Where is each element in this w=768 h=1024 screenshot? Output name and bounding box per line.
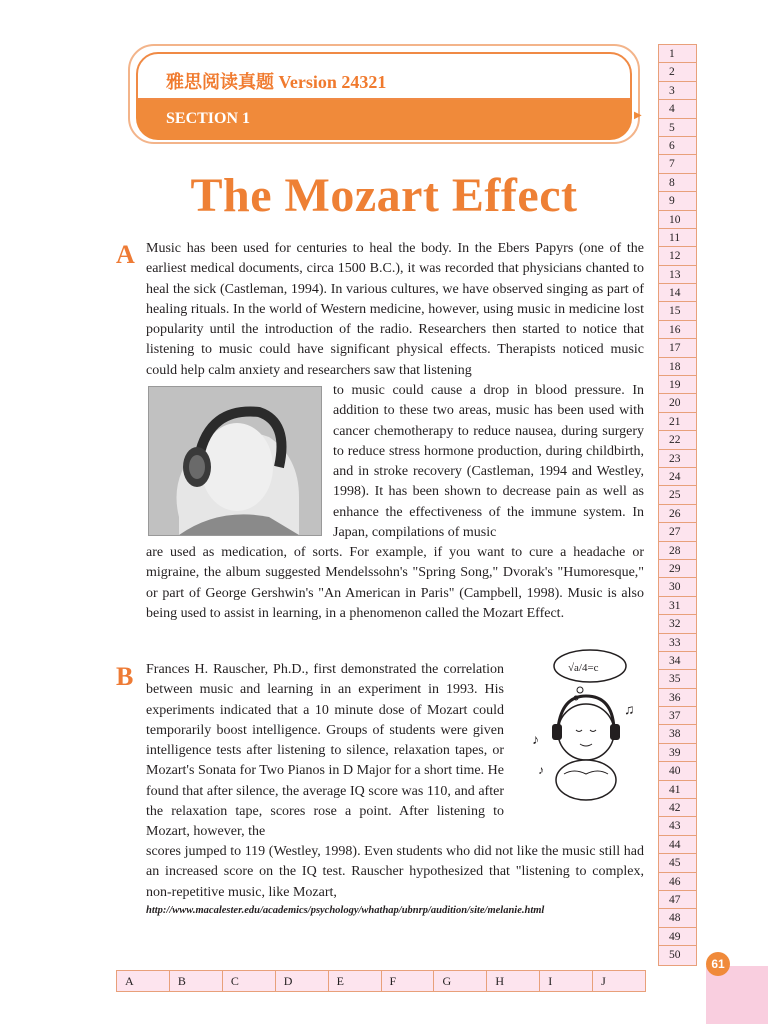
header-title: 雅思阅读真题 Version 24321 [166, 72, 387, 92]
question-number-cell: 13 [659, 266, 696, 284]
question-number-cell: 19 [659, 376, 696, 394]
mozart-headphones-image [148, 386, 322, 536]
paragraph-letter-b: B [116, 662, 134, 691]
paragraph-letter-cell: G [434, 971, 487, 991]
question-number-cell: 40 [659, 762, 696, 780]
paragraph-letter-cell: I [540, 971, 593, 991]
question-number-cell: 9 [659, 192, 696, 210]
paragraph-b-bottom: scores jumped to 119 (Westley, 1998). Even students who did not like the music still had an increased score on the IQ test. Rauscher hypothesized that "listening to complex, non-repetitive music, like Mozart, [146, 844, 644, 900]
question-number-cell: 45 [659, 854, 696, 872]
svg-text:♫: ♫ [624, 703, 635, 718]
paragraph-letter-cell: B [170, 971, 223, 991]
baby-headphones-cartoon [524, 644, 648, 806]
question-number-cell: 38 [659, 725, 696, 743]
question-number-cell: 2 [659, 63, 696, 81]
section-label: SECTION 1 [166, 110, 251, 127]
paragraph-letter-row [116, 970, 646, 992]
question-number-cell: 1 [659, 45, 696, 63]
question-number-cell: 28 [659, 542, 696, 560]
question-number-cell: 5 [659, 119, 696, 137]
question-number-cell: 33 [659, 634, 696, 652]
question-number-cell: 20 [659, 394, 696, 412]
question-number-cell: 15 [659, 302, 696, 320]
question-number-cell: 39 [659, 744, 696, 762]
question-number-cell: 49 [659, 928, 696, 946]
question-number-cell: 4 [659, 100, 696, 118]
question-number-cell: 14 [659, 284, 696, 302]
question-number-column [658, 44, 697, 966]
question-number-cell: 6 [659, 137, 696, 155]
question-number-cell: 48 [659, 909, 696, 927]
question-number-cell: 8 [659, 174, 696, 192]
question-number-cell: 47 [659, 891, 696, 909]
question-number-cell: 50 [659, 946, 696, 964]
svg-text:♪: ♪ [532, 733, 539, 748]
paragraph-a-right: to music could cause a drop in blood pressure. In addition to these two areas, music has been used with cancer chemotherapy to reduce nausea, during surgery to reduce stress hormone production, during childbirth, and in stroke recovery (Castleman, 1994 and Westley, 1998). It has been shown to decrease pain as well as enhance the effectiveness of the immune system. In Japan, compilations of music [333, 383, 644, 541]
question-number-cell: 25 [659, 486, 696, 504]
question-number-cell: 29 [659, 560, 696, 578]
paragraph-letter-a: A [116, 240, 135, 269]
cartoon-formula: √a/4=c [568, 662, 599, 674]
paragraph-a-bottom: are used as medication, of sorts. For example, if you want to cure a headache or migraine, the album suggested Mendelssohn's "Spring Song," Dvorak's "Humoresque," or part of George Gershwin's "An American in Paris" (Campbell, 1998). Music is also being used to assist in learning, in a phenomenon called the Mozart Effect. [146, 545, 644, 621]
question-number-cell: 35 [659, 670, 696, 688]
question-number-cell: 30 [659, 578, 696, 596]
question-number-cell: 36 [659, 689, 696, 707]
question-number-cell: 37 [659, 707, 696, 725]
paragraph-letter-cell: F [382, 971, 435, 991]
svg-text:♪: ♪ [538, 763, 544, 777]
question-number-cell: 34 [659, 652, 696, 670]
question-number-cell: 16 [659, 321, 696, 339]
question-number-cell: 3 [659, 82, 696, 100]
page-number: 61 [706, 952, 730, 976]
question-number-cell: 44 [659, 836, 696, 854]
question-number-cell: 31 [659, 597, 696, 615]
question-number-cell: 32 [659, 615, 696, 633]
question-number-cell: 17 [659, 339, 696, 357]
paragraph-letter-cell: A [117, 971, 170, 991]
question-number-cell: 26 [659, 505, 696, 523]
question-number-cell: 18 [659, 358, 696, 376]
paragraph-b-left: Frances H. Rauscher, Ph.D., first demonstrated the correlation between music and learning in an experiment in 1993. His experiments indicated that a 10 minute dose of Mozart could temporarily boost intelligence. Groups of students were given intelligence tests after listening to silence, relaxation tapes, or Mozart's Sonata for Two Pianos in D Major for a short time. He found that after silence, the average IQ score was 110, and after the relaxation tape, scores rose a point. After listening to Mozart, however, the [146, 662, 504, 840]
paragraph-a-top: Music has been used for centuries to heal the body. In the Ebers Papyrs (one of the earliest medical documents, circa 1500 B.C.), it was recorded that physicians chanted to heal the sick (Castleman, 1994). In various cultures, we have observed singing as part of healing rituals. In the world of Western medicine, however, using music in medicine lost popularity until the introduction of the radio. Researchers then started to notice that listening to music could have significant physical effects. Therapists noticed music could help calm anxiety and researchers saw that listening [146, 241, 644, 378]
question-number-cell: 12 [659, 247, 696, 265]
question-number-cell: 41 [659, 781, 696, 799]
paragraph-letter-cell: H [487, 971, 540, 991]
question-number-cell: 7 [659, 155, 696, 173]
question-number-cell: 21 [659, 413, 696, 431]
question-number-cell: 43 [659, 817, 696, 835]
paragraph-letter-cell: E [329, 971, 382, 991]
question-number-cell: 10 [659, 211, 696, 229]
question-number-cell: 24 [659, 468, 696, 486]
paragraph-letter-cell: C [223, 971, 276, 991]
arrow-icon: ▶ [634, 110, 642, 121]
article-title: The Mozart Effect [190, 169, 578, 222]
question-number-cell: 23 [659, 450, 696, 468]
question-number-cell: 27 [659, 523, 696, 541]
source-url[interactable]: http://www.macalester.edu/academics/psychology/whathap/ubnrp/audition/site/melanie.html [146, 905, 545, 916]
question-number-cell: 42 [659, 799, 696, 817]
paragraph-letter-cell: J [593, 971, 645, 991]
question-number-cell: 46 [659, 873, 696, 891]
question-number-cell: 11 [659, 229, 696, 247]
paragraph-letter-cell: D [276, 971, 329, 991]
question-number-cell: 22 [659, 431, 696, 449]
